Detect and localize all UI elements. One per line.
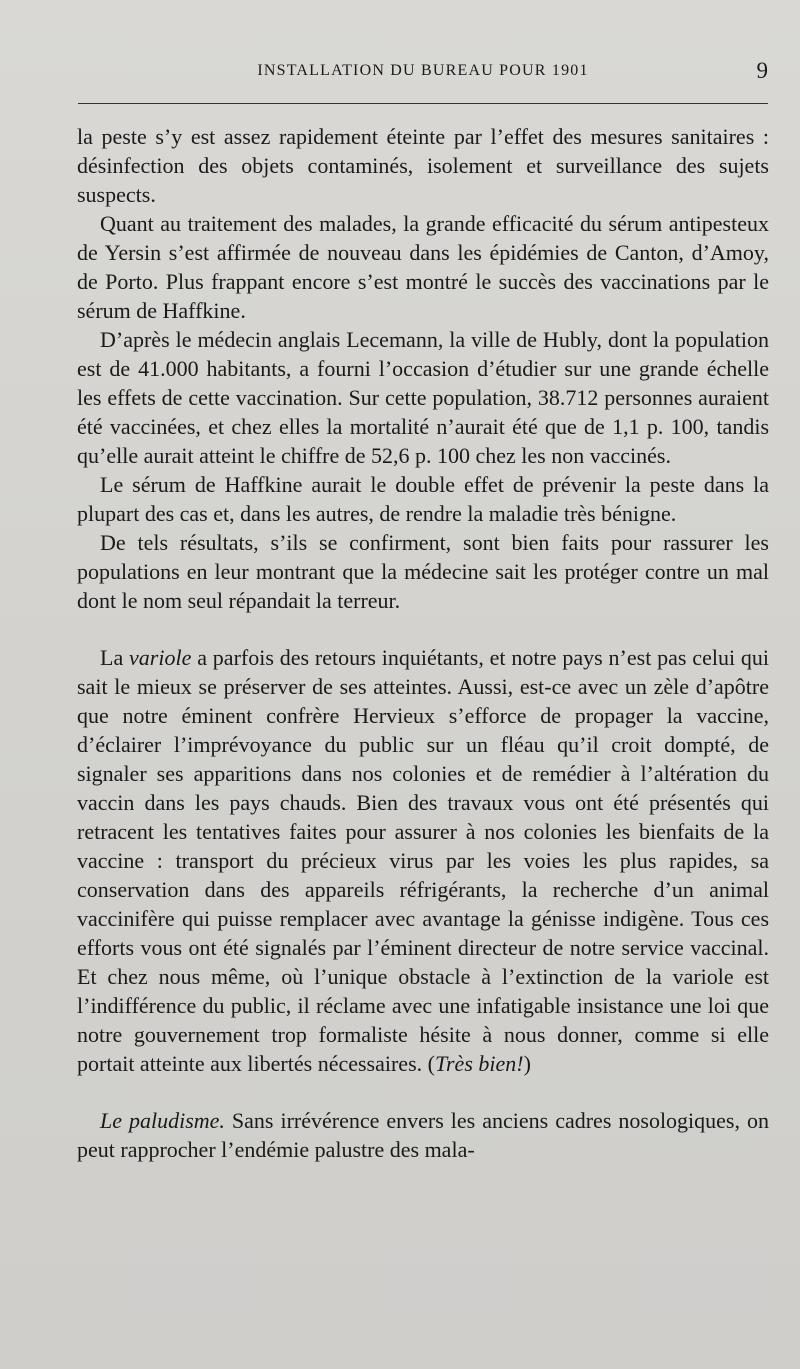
- paragraph-haffkine: Le sérum de Haffkine aurait le double effet de prévenir la peste dans la plupart des cas et, dans les autres, de rendre la maladie très bénigne.: [77, 472, 769, 526]
- paludisme-body: Sans irrévérence envers les anciens cadres nosologiques, on peut rapprocher l’endémie palustre des mala-: [77, 1108, 769, 1162]
- paragraph-paludisme: [77, 1106, 769, 1164]
- paragraph-treatment: Quant au traitement des malades, la grande efficacité du sérum antipesteux de Yersin s’est affirmée de nouveau dans les épidémies de Canton, d’Amoy, de Porto. Plus frappant encore s’est montré le succès des vaccinations par le sérum de Haffkine.: [77, 211, 769, 323]
- variole-term: variole: [129, 645, 192, 670]
- applause-close: ): [523, 1051, 531, 1076]
- page-number: 9: [756, 58, 768, 83]
- header-rule: [78, 103, 768, 104]
- paludisme-heading: Le paludisme.: [100, 1108, 225, 1133]
- paragraph-variole: [77, 643, 769, 1078]
- running-title: INSTALLATION DU BUREAU POUR 1901: [257, 62, 589, 79]
- running-head: [78, 58, 768, 90]
- body-text: [77, 122, 769, 1164]
- paragraph-hubly: D’après le médecin anglais Lecemann, la ville de Hubly, dont la population est de 41.000 habitants, a fourni l’occasion d’étudier sur une grande échelle les effets de cette vaccination. Sur cette population, 38.712 personnes auraient été vaccinées, et chez elles la mortalité n’aurait été que de 1,1 p. 100, tandis qu’elle aurait atteint le chiffre de 52,6 p. 100 chez les non vaccinés.: [77, 327, 769, 468]
- paragraph-results: De tels résultats, s’ils se confirment, sont bien faits pour rassurer les populations en leur montrant que la médecine sait les protéger contre un mal dont le nom seul répandait la terreur.: [77, 530, 769, 613]
- applause-note: Très bien!: [434, 1051, 524, 1076]
- variole-body: a parfois des retours inquiétants, et notre pays n’est pas celui qui sait le mieux se préserver de ses atteintes. Aussi, est-ce avec un zèle d’apôtre que notre éminent confrère Hervieux s’efforce de propager la vaccine, d’éclairer l’imprévoyance du public sur un fléau qu’il croit dompté, de signaler ses apparitions dans nos colonies et de remédier à l’altération du vaccin dans les pays chauds. Bien des travaux vous ont été présentés qui retracent les tentatives faites pour assurer à nos colonies les bienfaits de la vaccine : transport du précieux virus par les voies les plus rapides, sa conservation dans des appareils réfrigérants, la recherche d’un animal vaccinifère qui puisse remplacer avec avantage la génisse indigène. Tous ces efforts vous ont été signalés par l’éminent directeur de notre service vaccinal. Et chez nous même, où l’unique obstacle à l’extinction de la variole est l’indifférence du public, il réclame avec une infatigable insistance une loi que notre gouvernement trop formaliste hésite à nous donner, comme si elle portait atteinte aux libertés nécessaires. (: [77, 645, 770, 1076]
- paragraph-plague-end: la peste s’y est assez rapidement éteinte par l’effet des mesures sanitaires : désinfection des objets contaminés, isolement et surveillance des sujets suspects.: [77, 124, 769, 207]
- variole-intro: La: [100, 645, 130, 670]
